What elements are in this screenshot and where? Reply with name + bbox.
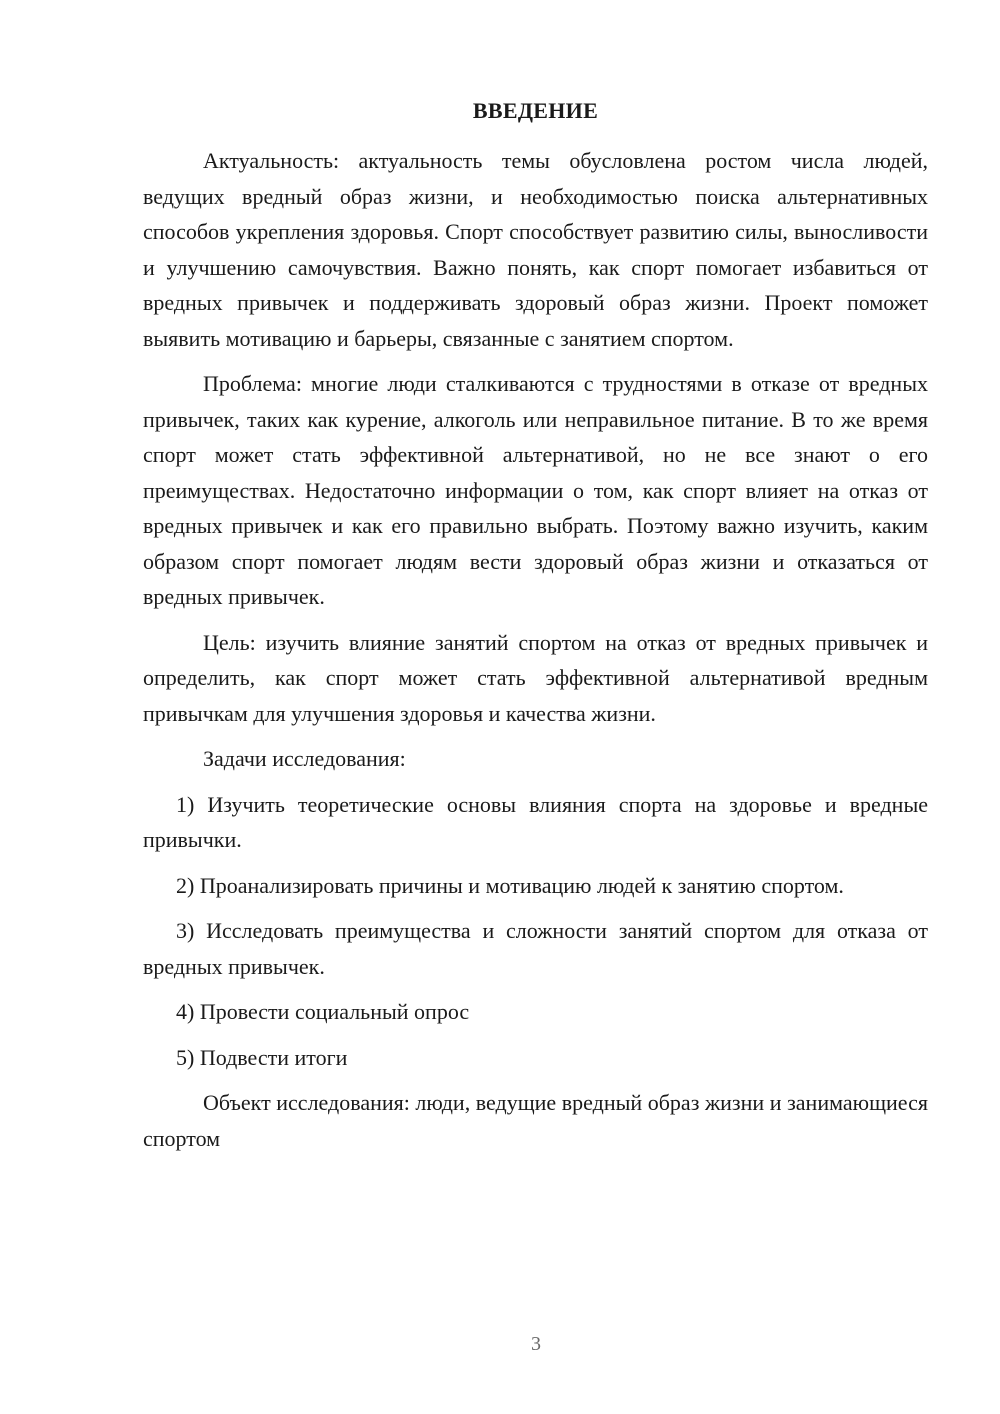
paragraph-goal: Цель: изучить влияние занятий спортом на отказ от вредных привычек и определить, как спорт может стать эффективной альтернативой вредным привычкам для улучшения здоровья и качества жизни. (143, 629, 928, 726)
list-item: 5) Подвести итоги (176, 1044, 348, 1070)
tasks-list (143, 787, 928, 1076)
paragraph-problem: Проблема: многие люди сталкиваются с трудностями в отказе от вредных привычек, таких как курение, алкоголь или неправильное питание. В то же время спорт может стать эффективной альтернативой, но не все знают о его преимуществах. Недостаточно информации о том, как спорт влияет на отказ от вредных привычек и как его правильно выбрать. Поэтому важно изучить, каким образом спорт помогает людям вести здоровый образ жизни и отказаться от вредных привычек. (143, 371, 928, 609)
tasks-heading: Задачи исследования: (203, 746, 406, 771)
document-body (143, 143, 928, 1166)
list-item: 2) Проанализировать причины и мотивацию людей к занятию спортом. (176, 872, 844, 898)
page-number: 3 (531, 1333, 541, 1355)
paragraph-relevance: Актуальность: актуальность темы обусловлена ростом числа людей, ведущих вредный образ жизни, и необходимостью поиска альтернативных способов укрепления здоровья. Спорт способствует развитию силы, выносливости и улучшению самочувствия. Важно понять, как спорт помогает избавиться от вредных привычек и поддерживать здоровый образ жизни. Проект поможет выявить мотивацию и барьеры, связанные с занятием спортом. (143, 148, 928, 351)
paragraph-object: Объект исследования: люди, ведущие вредный образ жизни и занимающиеся спортом (143, 1090, 928, 1151)
list-item: 1) Изучить теоретические основы влияния спорта на здоровье и вредные привычки. (143, 791, 928, 852)
list-item: 3) Исследовать преимущества и сложности занятий спортом для отказа от вредных привычек. (143, 918, 928, 979)
list-item: 4) Провести социальный опрос (176, 999, 470, 1024)
page-title: ВВЕДЕНИЕ (472, 98, 599, 123)
